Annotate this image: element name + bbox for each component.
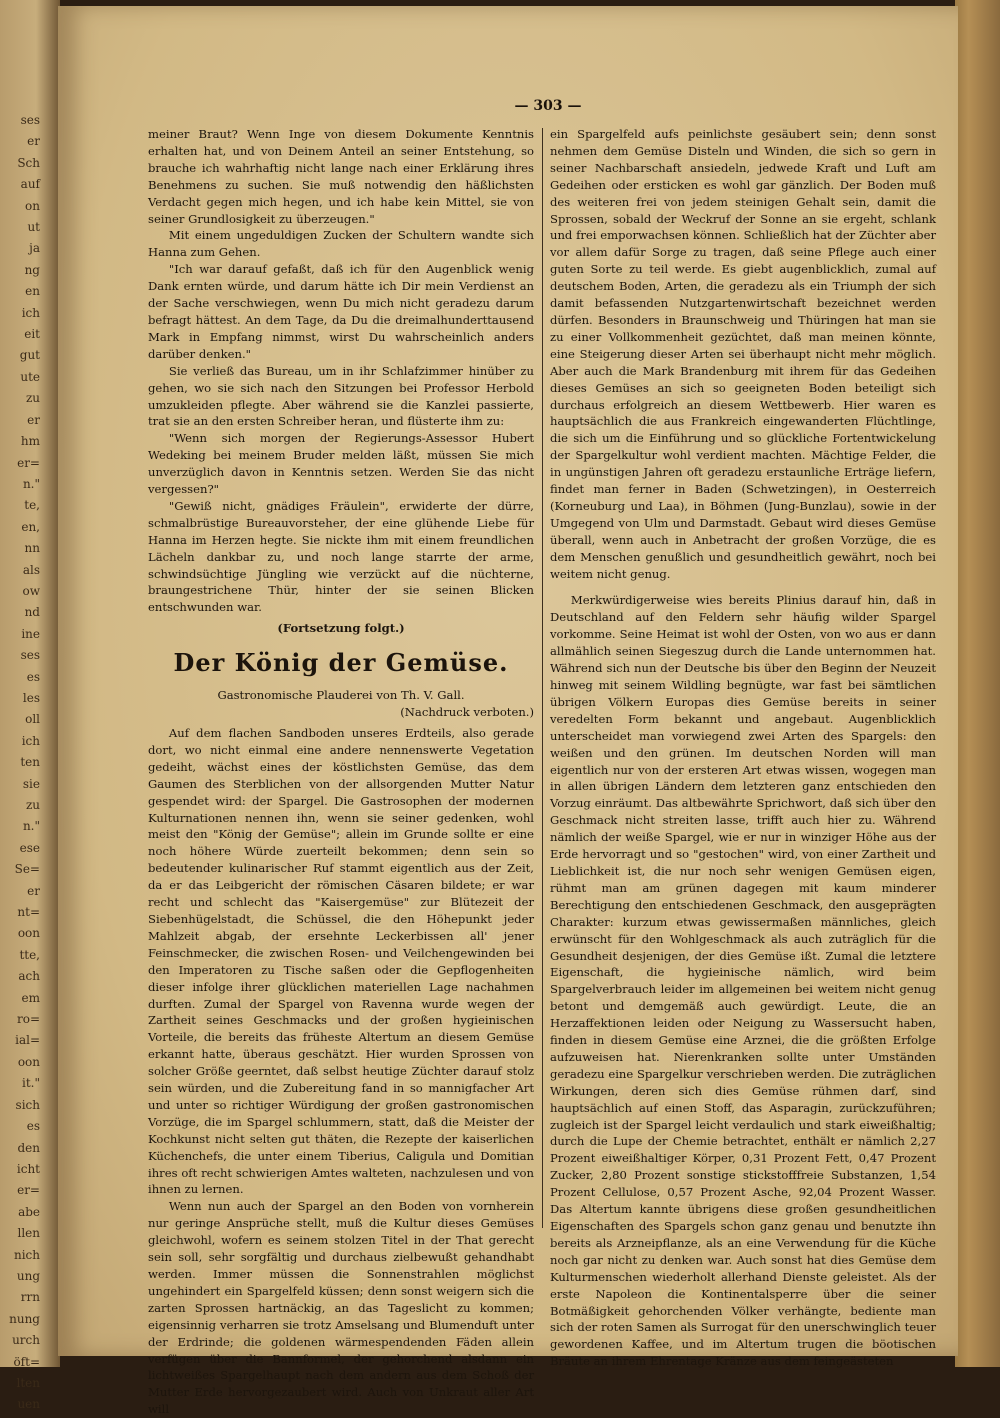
margin-fragment: ach — [18, 969, 40, 984]
margin-fragment: auf — [20, 177, 40, 192]
margin-fragment: als — [22, 562, 40, 577]
margin-fragment: n." — [22, 819, 40, 834]
margin-fragment: oon — [17, 1054, 40, 1069]
margin-fragment: gut — [19, 348, 40, 363]
margin-fragment: ng — [24, 262, 40, 277]
margin-fragment: er= — [17, 455, 40, 470]
margin-fragment: nich — [13, 1247, 40, 1262]
page-number: — 303 — — [514, 98, 582, 114]
margin-fragment: ten — [20, 755, 40, 770]
margin-fragment: llen — [17, 1226, 40, 1241]
margin-fragment: en — [25, 284, 40, 299]
margin-fragment: sie — [22, 776, 40, 791]
margin-fragment: öft= — [13, 1354, 40, 1369]
book-page — [58, 6, 958, 1417]
margin-fragment: en, — [21, 519, 40, 534]
margin-fragment: ro= — [16, 1012, 40, 1027]
margin-fragment: er — [27, 883, 40, 898]
margin-fragment: ine — [21, 626, 40, 641]
left-page-spine — [0, 0, 60, 1412]
margin-fragment: oll — [25, 712, 40, 727]
paragraph: meiner Braut? Wenn Inge von diesem Dokumente Kenntnis erhalten hat, und von Deinem Anteil an seiner Entstehung, so brauche ich wahrhaftig nicht lange nach einer Erklärung ihres Benehmens zu suchen. Sie muß notwendig den häßlichsten Verdacht gegen mich hegen, und ich habe kein Mittel, sie von seiner Grundlosigkeit zu überzeugen." — [148, 127, 534, 226]
margin-fragment: Se= — [14, 862, 40, 877]
paragraph-gap — [550, 582, 936, 592]
margin-fragment: urch — [12, 1333, 40, 1348]
paragraph: "Ich war darauf gefaßt, daß ich für den Augenblick wenig Dank ernten würde, und darum hätte ich Dir mein Verdienst an der Sache verschwiegen, wenn Du mich nicht geradezu darum befragt hättest. An dem Tage, da Du die dreimalhunderttausend Mark in Empfang nimmst, wirst Du wahrscheinlich anders darüber denken." — [148, 262, 534, 361]
margin-fragment: rrn — [20, 1290, 40, 1305]
margin-fragment: em — [21, 990, 40, 1005]
margin-fragment: icht — [16, 1161, 40, 1176]
margin-fragment: ung — [16, 1268, 40, 1283]
right-column — [550, 126, 936, 1370]
margin-fragment: eit — [24, 327, 40, 342]
margin-fragment: ses — [20, 648, 40, 663]
paragraph: ein Spargelfeld aufs peinlichste gesäubert sein; denn sonst nehmen dem Gemüse Disteln und Winden, die sich so gern in seiner Nachbarschaft ansiedeln, jedwede Kraft und Luft am Gedeihen oder ersticken es wohl gar gänzlich. Der Boden muß des weiteren frei von jedem steinigen Gehalt sein, damit die Sprossen, sobald der Weckruf der Sonne an sie ergeht, schlank und frei emporwachsen können. Schließlich hat der Züchter aber vor allem dafür Sorge zu tragen, daß seine Pflege auch einer guten Sorte zu teil werde. Es giebt augenblicklich, zumal auf deutschem Boden, Arten, die geradezu als ein Triumph der sich damit befassenden Nutzgartenwirtschaft bezeichnet werden dürfen. Besonders in Braunschweig und Thüringen hat man sie zu einer Vollkommenheit gezüchtet, daß man meinen könnte, eine Steigerung dieser Arten sei überhaupt nicht mehr möglich. Aber auch die Mark Brandenburg mit ihrem für das Gedeihen dieses Gemüses an sich so geeigneten Boden beteiligt sich durchaus erfolgreich an diesem Wettbewerb. Hier waren es hauptsächlich die aus Frankreich eingewanderten Flüchtlinge, die sich um die Einführung und so glückliche Fortentwickelung der Spargelkultur wohl verdient machten. Mächtige Felder, die in ungünstigen Jahren oft geradezu erstaunliche Erträge liefern, findet man ferner in Baden (Schwetzingen), in Oesterreich (Korneuburg und Laa), in Böhmen (Jung-Bunzlau), sowie in der Umgegend von Ulm und Darmstadt. Gebaut wird dieses Gemüse überall, wenn auch in Anbetracht der großen Vorzüge, die es dem Menschen genußlich und gesundheitlich gewährt, noch bei weitem nicht genug. — [550, 127, 936, 581]
left-column — [148, 126, 534, 1418]
margin-fragment: es — [26, 1119, 40, 1134]
paragraph: Wenn nun auch der Spargel an den Boden von vornherein nur geringe Ansprüche stellt, muß die Kultur dieses Gemüses gleichwohl, wofern es seinem stolzen Titel in der That gerecht sein soll, sehr sorgfältig und durchaus zielbewußt gehandhabt werden. Immer müssen die Sonnenstrahlen möglichst ungehindert ein Spargelfeld küssen; denn sonst weigern sich die zarten Sprossen hartnäckig, an das Tageslicht zu kommen; eigensinnig verharren sie trotz Amselsang und Blumenduft unter der Erdrinde; die goldenen wärmespendenden Fäden allein verfügen über die Bannformel, der gehorchend alsdann ein lichtweißes Spargelhaupt nach dem andern aus dem Schoß der Mutter Erde hervorgezaubert wird. Auch von Unkraut aller Art will — [148, 1199, 534, 1417]
margin-fragment: ial= — [15, 1033, 40, 1048]
continuation-note: (Fortsetzung folgt.) — [277, 621, 405, 636]
margin-fragment: den — [17, 1140, 40, 1155]
paragraph: Merkwürdigerweise wies bereits Plinius darauf hin, daß in Deutschland auf den Feldern sehr häufig wilder Spargel vorkomme. Seine Heimat ist wohl der Osten, von wo aus er dann allmählich seinen Siegeszug durch die Lande unternommen hat. Während sich nun der Deutsche bis über den Beginn der Neuzeit hinweg mit seinem Wildling begnügte, war fast bei sämtlichen übrigen Völkern Europas dies Gemüse bereits in seiner veredelten Form bekannt und angebaut. Augenblicklich unterscheidet man vorwiegend zwei Arten des Spargels: den weißen und den grünen. Im deutschen Norden will man eigentlich nur von der ersteren Art etwas wissen, wogegen man in allen übrigen Ländern dem letzteren ganz entschieden den Vorzug einräumt. Das altbewährte Sprichwort, daß sich über den Geschmack nicht streiten lasse, trifft auch hier zu. Während nämlich der weiße Spargel, wie er nur in winziger Höhe aus der Erde hervorragt und so "gestochen" wird, von einer Zartheit und Lieblichkeit ist, die nur noch sehr wenigen Gemüsen eigen, rühmt man am grünen dagegen mit kaum minderer Berechtigung den entschiedenen Geschmack, den ausgeprägten Charakter: kurzum etwas gewissermaßen männliches, gleich erwünscht für den Wohlgeschmack als auch zuträglich für die Gesundheit desjenigen, der dies Gemüse ißt. Zumal die letztere Eigenschaft, die hygieinische nämlich, wird beim Spargelverbrauch leider im allgemeinen bei weitem nicht genug betont und demgemäß auch gewürdigt. Leute, die an Herzaffektionen leiden oder Neigung zu Wassersucht haben, finden in diesem Gemüse eine Arznei, die die größten Erfolge aufzuweisen hat. Nierenkranken sollte unter Umständen geradezu eine Spargelkur verschrieben werden. Die zuträglichen Wirkungen, deren sich dies Gemüse rühmen darf, sind hauptsächlich auf einen Stoff, das Asparagin, zurückzuführen; zugleich ist der Spargel leicht verdaulich und stark eiweißhaltig; durch die Lupe der Chemie betrachtet, enthält er nämlich 2,27 Prozent eiweißhaltiger Körper, 0,31 Prozent Fett, 0,47 Prozent Zucker, 2,80 Prozent sonstige stickstofffreie Substanzen, 1,54 Prozent Cellulose, 0,57 Prozent Asche, 92,04 Prozent Wasser. Das Altertum kannte übrigens diese großen gesundheitlichen Eigenschaften des Spargels schon ganz genau und benutzte ihn bereits als Arzneipflanze, als an eine Verwendung für die Küche noch gar nicht zu denken war. Auch sonst hat dies Gemüse dem Kulturmenschen wiederholt allerhand Dienste geleistet. Als der erste Napoleon die Kontinentalsperre über die seiner Botmäßigkeit gehorchenden Völker verhängte, bediente man sich der roten Samen als Surrogat für den unerschwinglich teuer gewordenen Kaffee, und im Altertum trugen die böotischen Bräute an ihrem Ehrentage Kränze aus dem feingeästeten — [550, 593, 936, 1369]
margin-fragment: nd — [24, 605, 40, 620]
column-rule — [542, 128, 543, 1228]
margin-fragment: er — [27, 134, 40, 149]
margin-fragment: te, — [24, 498, 40, 513]
margin-fragment: on — [25, 198, 40, 213]
margin-fragment: ich — [21, 305, 40, 320]
margin-fragment: ses — [20, 113, 40, 127]
margin-fragment: nn — [24, 541, 40, 556]
margin-fragment: tte, — [19, 947, 40, 962]
margin-fragment: les — [22, 690, 40, 705]
margin-fragment: Sch — [17, 155, 40, 170]
margin-fragment: er — [27, 412, 40, 427]
margin-fragment: ow — [22, 583, 40, 598]
margin-fragment: es — [26, 669, 40, 684]
reprint-note: (Nachdruck verboten.) — [400, 705, 534, 720]
paragraph: "Wenn sich morgen der Regierungs-Assessor Hubert Wedeking bei meinem Bruder melden läßt, müssen Sie mich unverzüglich davon in Kenntnis setzen. Werden Sie das nicht vergessen?" — [148, 431, 534, 497]
margin-fragment: zu — [25, 798, 40, 812]
margin-fragment: zu — [25, 391, 40, 406]
paragraph: Auf dem flachen Sandboden unseres Erdteils, also gerade dort, wo nicht einmal eine andere nennenswerte Vegetation gedeiht, wächst eines der köstlichsten Gemüse, das dem Gaumen des Sterblichen von der allsorgenden Mutter Natur gespendet wird: der Spargel. Die Gastrosophen der modernen Kulturnationen nennen ihn, wenn sie seiner gedenken, wohl meist den "König der Gemüse"; allein im Grunde sollte er eine noch höhere Würde zuerteilt bekommen; denn sein so bedeutender kulinarischer Ruf stammt eigentlich aus der Zeit, da er das Leibgericht der römischen Cäsaren bildete; er war recht und schlecht das "Kaisergemüse" zur Blütezeit der Siebenhügelstadt, die Schüssel, die den Höhepunkt jeder Mahlzeit abgab, der ersehnte Leckerbissen all' jener Feinschmecker, die zwischen Rosen- und Veilchengewinden bei den Imperatoren zu Tische saßen oder die Gepflogenheiten dieser infolge ihrer glücklichen materiellen Lage nachahmen durften. Zumal der Spargel von Ravenna wurde wegen der Zartheit seines Geschmacks und der großen hygieinischen Vorteile, die bereits das früheste Altertum an diesem Gemüse erkannt hatte, überaus geschätzt. Hier wurden Sprossen von solcher Größe geerntet, daß selbst heutige Züchter darauf stolz sein würden, und die Zubereitung fand in so mannigfacher Art und unter so richtiger Würdigung der großen gastronomischen Vorzüge, die im Spargel schlummern, statt, daß die Meister der Kochkunst nicht selten gut thäten, die Rezepte der kaiserlichen Küchenchefs, die unter einem Tiberius, Caligula und Domitian ihres oft recht schwierigen Amtes walteten, nachzulesen und von ihnen zu lernen. — [148, 726, 534, 1197]
margin-fragment: n." — [22, 476, 40, 491]
margin-fragment: hm — [20, 434, 40, 449]
margin-fragment: ese — [19, 840, 40, 855]
left-margin-fragments — [0, 110, 40, 1416]
margin-fragment: er= — [17, 1183, 40, 1198]
margin-fragment: nt= — [17, 905, 40, 920]
article-headline: Der König der Gemüse. — [173, 648, 509, 678]
article-subheadline: Gastronomische Plauderei von Th. V. Gall. — [217, 688, 465, 703]
paragraph: Sie verließ das Bureau, um in ihr Schlafzimmer hinüber zu gehen, wo sie sich nach den Sitzungen bei Professor Herbold umzukleiden pflegte. Aber während sie die Kanzlei passierte, trat sie an den ersten Schreiber heran, und flüsterte ihm zu: — [148, 363, 534, 429]
margin-fragment: uen — [17, 1397, 40, 1412]
margin-fragment: ich — [21, 733, 40, 748]
margin-fragment: nung — [9, 1311, 40, 1326]
paragraph: "Gewiß nicht, gnädiges Fräulein", erwiderte der dürre, schmalbrüstige Bureauvorsteher, der eine glühende Liebe für Hanna im Herzen hegte. Sie nickte ihm mit einem freundlichen Lächeln dankbar zu, und noch lange starrte der arme, schwindsüchtige Jüngling wie verzückt auf die nüchterne, braungestrichene Thür, hinter der sie seinen Blicken entschwunden war. — [148, 498, 534, 615]
page-edge — [955, 0, 1000, 1367]
margin-fragment: lten — [16, 1375, 40, 1390]
margin-fragment: ute — [20, 369, 40, 384]
margin-fragment: sich — [15, 1097, 40, 1112]
margin-fragment: ja — [29, 241, 40, 256]
margin-fragment: it." — [22, 1076, 40, 1091]
paragraph: Mit einem ungeduldigen Zucken der Schultern wandte sich Hanna zum Gehen. — [148, 228, 534, 260]
margin-fragment: ut — [27, 220, 40, 235]
margin-fragment: oon — [17, 926, 40, 941]
margin-fragment: abe — [18, 1204, 40, 1219]
